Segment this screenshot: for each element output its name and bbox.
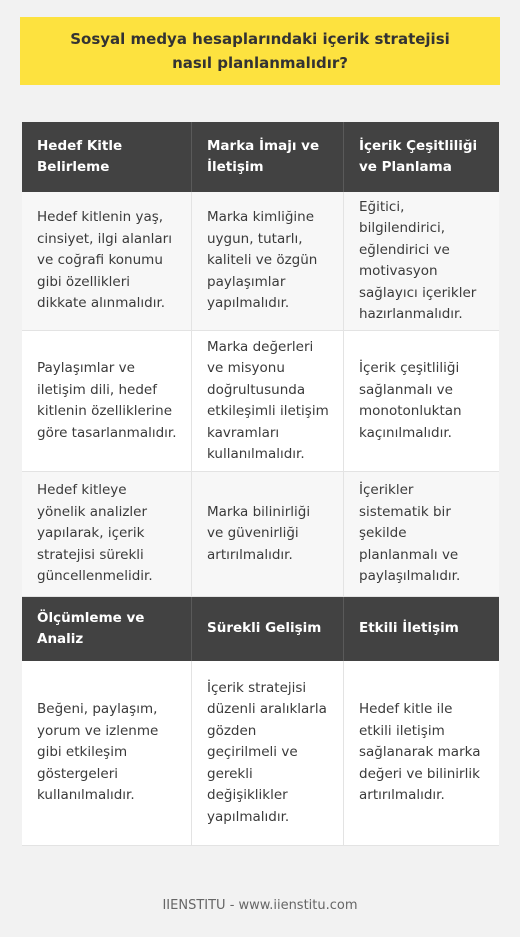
table-cell: Paylaşımlar ve iletişim dili, hedef kitlenin özelliklerine göre tasarlanmalıdır.	[22, 331, 192, 471]
table-cell: İçerikler sistematik bir şekilde planlanmalı ve paylaşılmalıdır.	[359, 482, 461, 585]
table-row	[22, 331, 499, 472]
table-row	[22, 661, 499, 846]
header-cell: Sürekli Gelişim	[192, 597, 344, 661]
table-cell: Eğitici, bilgilendirici, eğlendirici ve motivasyon sağlayıcı içerikler hazırlanmalıdır.	[359, 198, 477, 322]
header-cell: İçerik Çeşitliliği ve Planlama	[359, 137, 478, 175]
table-cell: İçerik çeşitliliği sağlanmalı ve monotonluktan kaçınılmalıdır.	[359, 360, 462, 441]
table-row	[22, 472, 499, 597]
table-header-row	[22, 122, 499, 192]
table-row	[22, 192, 499, 331]
header-cell: Etkili İletişim	[359, 620, 459, 637]
table-cell: Hedef kitlenin yaş, cinsiyet, ilgi alanları ve coğrafi konumu gibi özellikleri dikkate alınmalıdır.	[22, 192, 192, 330]
title-banner	[20, 17, 500, 85]
table-header-row	[22, 597, 499, 661]
header-cell: Ölçümleme ve Analiz	[22, 597, 192, 661]
table-cell: Beğeni, paylaşım, yorum ve izlenme gibi etkileşim göstergeleri kullanılmalıdır.	[22, 661, 192, 845]
header-cell: Hedef Kitle Belirleme	[22, 122, 192, 192]
table-cell: Hedef kitle ile etkili iletişim sağlanarak marka değeri ve bilinirlik artırılmalıdır.	[359, 701, 481, 804]
info-table	[22, 122, 499, 846]
table-cell: Marka kimliğine uygun, tutarlı, kaliteli ve özgün paylaşımlar yapılmalıdır.	[192, 192, 344, 330]
page-title: Sosyal medya hesaplarındaki içerik stratejisi nasıl planlanmalıdır?	[70, 30, 450, 72]
header-cell: Marka İmajı ve İletişim	[192, 122, 344, 192]
table-cell: Marka değerleri ve misyonu doğrultusunda etkileşimli iletişim kavramları kullanılmalıdır.	[192, 331, 344, 471]
table-cell: Marka bilinirliği ve güvenirliği artırılmalıdır.	[192, 472, 344, 596]
footer-credit: IIENSTITU - www.iienstitu.com	[162, 898, 358, 913]
table-cell: Hedef kitleye yönelik analizler yapılarak, içerik stratejisi sürekli güncellenmelidir.	[22, 472, 192, 596]
table-cell: İçerik stratejisi düzenli aralıklarla gözden geçirilmeli ve gerekli değişiklikler yapılmalıdır.	[192, 661, 344, 845]
